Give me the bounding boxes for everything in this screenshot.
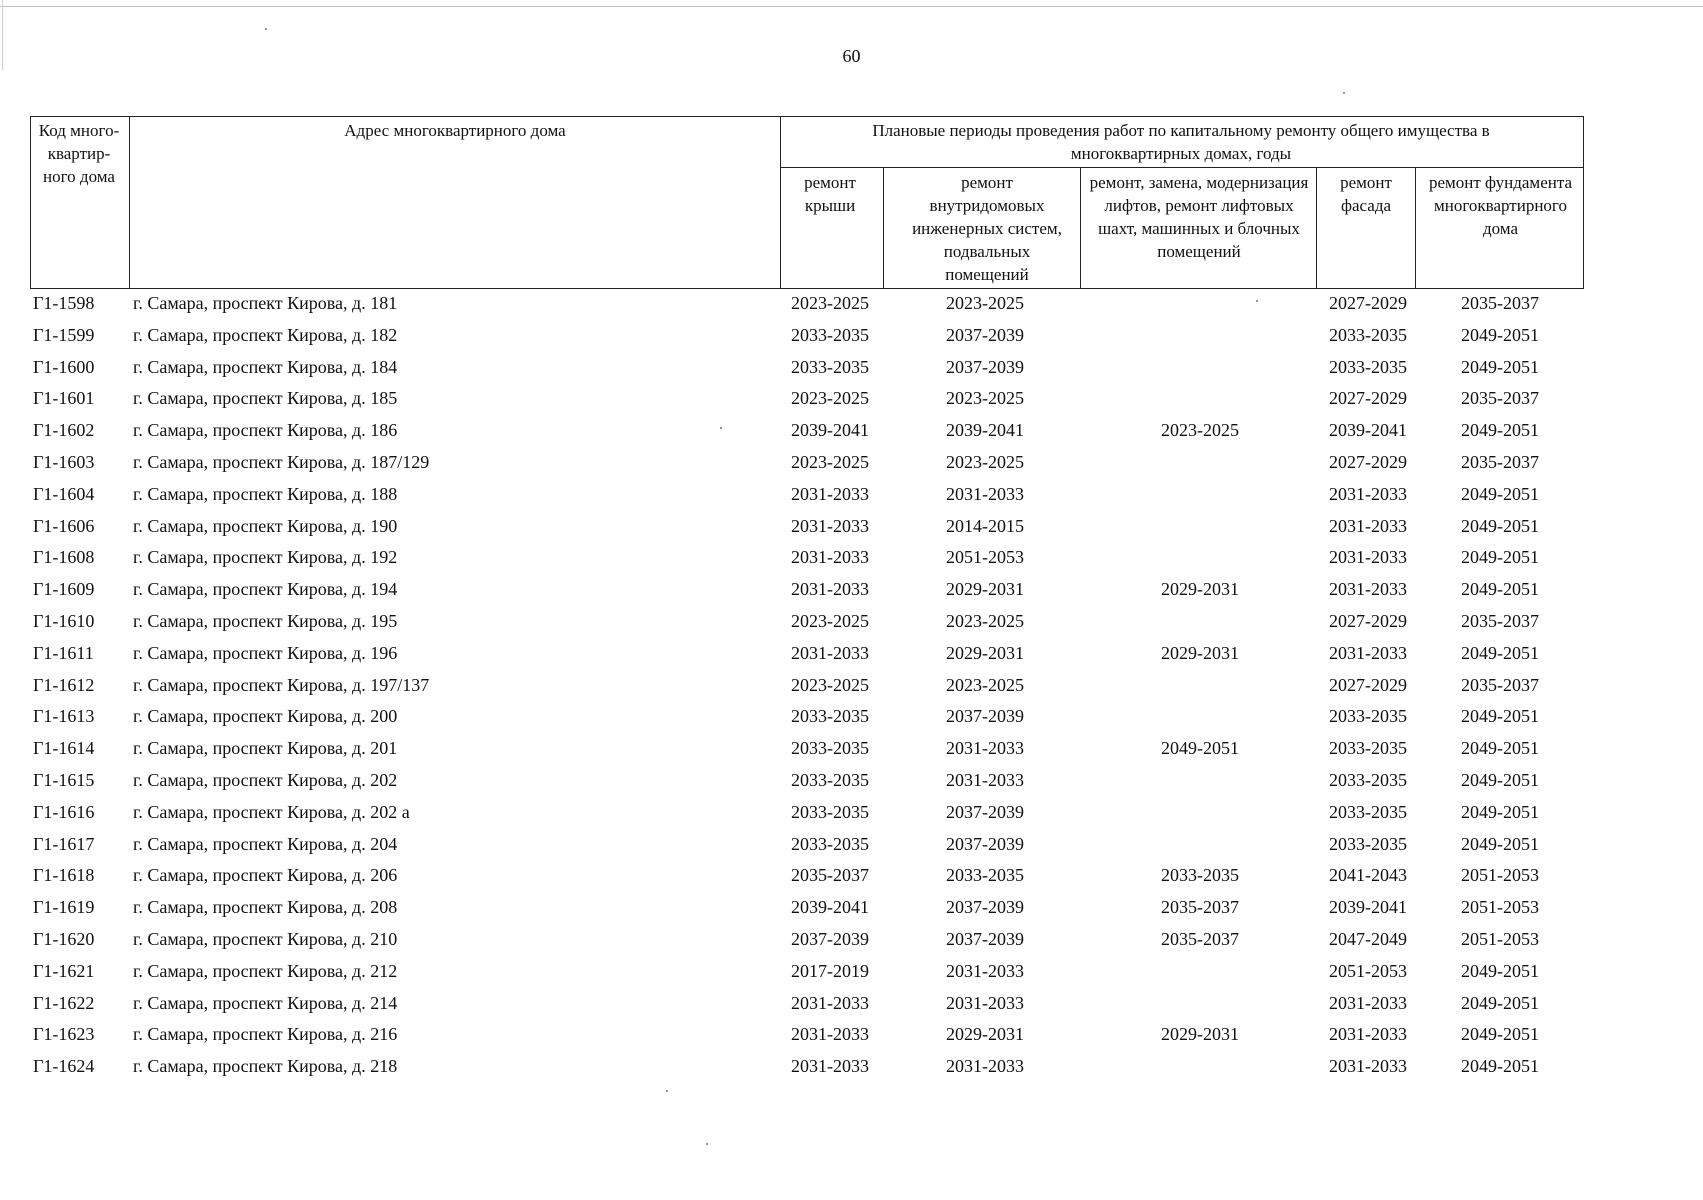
row-foundation-period: 2049-2051 [1461, 515, 1539, 536]
table-row [0, 607, 1703, 639]
row-foundation-period: 2035-2037 [1461, 293, 1539, 313]
row-facade-period: 2031-2033 [1329, 992, 1407, 1013]
table-row [0, 830, 1703, 862]
row-address: г. Самара, проспект Кирова, д. 186 [133, 420, 398, 441]
row-facade-period: 2027-2029 [1329, 674, 1407, 695]
row-foundation-period: 2049-2051 [1461, 738, 1539, 759]
row-address: г. Самара, проспект Кирова, д. 202 [133, 770, 398, 790]
row-roof-period: 2031-2033 [791, 547, 869, 568]
row-systems-period: 2014-2015 [946, 515, 1024, 536]
row-address: г. Самара, проспект Кирова, д. 196 [133, 642, 398, 663]
row-facade-period: 2031-2033 [1329, 515, 1407, 536]
row-code: Г1-1601 [33, 388, 95, 409]
row-lifts-period: 2049-2051 [1161, 738, 1239, 759]
scan-speck [720, 427, 722, 429]
row-roof-period: 2037-2039 [791, 929, 869, 949]
table-row [0, 575, 1703, 607]
header-divider [780, 117, 781, 288]
row-roof-period: 2031-2033 [791, 579, 869, 600]
table-row [0, 353, 1703, 385]
row-facade-period: 2031-2033 [1329, 579, 1407, 600]
row-systems-period: 2023-2025 [946, 388, 1024, 409]
row-address: г. Самара, проспект Кирова, д. 184 [133, 356, 398, 377]
row-systems-period: 2037-2039 [946, 356, 1024, 377]
row-facade-period: 2033-2035 [1329, 801, 1407, 822]
row-code: Г1-1603 [33, 452, 95, 472]
row-roof-period: 2033-2035 [791, 324, 869, 345]
row-facade-period: 2033-2035 [1329, 356, 1407, 377]
row-roof-period: 2039-2041 [791, 420, 869, 441]
row-facade-period: 2033-2035 [1329, 833, 1407, 854]
row-foundation-period: 2049-2051 [1461, 356, 1539, 377]
row-foundation-period: 2035-2037 [1461, 388, 1539, 409]
table-row [0, 480, 1703, 512]
row-foundation-period: 2049-2051 [1461, 547, 1539, 568]
row-foundation-period: 2049-2051 [1461, 420, 1539, 441]
row-code: Г1-1612 [33, 674, 95, 695]
table-row [0, 925, 1703, 957]
row-code: Г1-1622 [33, 992, 95, 1013]
row-code: Г1-1613 [33, 706, 95, 727]
row-lifts-period: 2035-2037 [1161, 897, 1239, 918]
row-roof-period: 2031-2033 [791, 992, 869, 1013]
row-systems-period: 2039-2041 [946, 420, 1024, 441]
table-row [0, 448, 1703, 480]
row-address: г. Самара, проспект Кирова, д. 197/137 [133, 674, 430, 695]
table-row [0, 766, 1703, 798]
row-code: Г1-1604 [33, 483, 95, 504]
row-roof-period: 2033-2035 [791, 801, 869, 822]
row-roof-period: 2031-2033 [791, 515, 869, 536]
row-systems-period: 2029-2031 [946, 579, 1024, 600]
row-code: Г1-1615 [33, 770, 95, 790]
header-foundation: ремонт фундамента многоквартирного дома [1428, 173, 1573, 238]
row-foundation-period: 2049-2051 [1461, 801, 1539, 822]
row-facade-period: 2027-2029 [1329, 611, 1407, 631]
row-systems-period: 2037-2039 [946, 706, 1024, 727]
row-systems-period: 2037-2039 [946, 897, 1024, 918]
row-address: г. Самара, проспект Кирова, д. 195 [133, 611, 398, 631]
row-facade-period: 2041-2043 [1329, 865, 1407, 886]
row-roof-period: 2023-2025 [791, 388, 869, 409]
row-code: Г1-1616 [33, 801, 95, 822]
row-facade-period: 2039-2041 [1329, 420, 1407, 441]
row-roof-period: 2023-2025 [791, 293, 869, 313]
row-address: г. Самара, проспект Кирова, д. 216 [133, 1024, 398, 1045]
row-code: Г1-1611 [33, 642, 94, 663]
header-address: Адрес многоквартирного дома [344, 121, 566, 140]
table-row [0, 861, 1703, 893]
row-systems-period: 2023-2025 [946, 452, 1024, 472]
page-number: 60 [842, 46, 861, 66]
row-systems-period: 2023-2025 [946, 293, 1024, 313]
row-systems-period: 2029-2031 [946, 642, 1024, 663]
row-facade-period: 2033-2035 [1329, 324, 1407, 345]
row-address: г. Самара, проспект Кирова, д. 201 [133, 738, 398, 759]
row-facade-period: 2031-2033 [1329, 1024, 1407, 1045]
header-divider [129, 117, 130, 288]
row-address: г. Самара, проспект Кирова, д. 194 [133, 579, 398, 600]
row-code: Г1-1620 [33, 929, 95, 949]
row-address: г. Самара, проспект Кирова, д. 200 [133, 706, 398, 727]
row-code: Г1-1599 [33, 324, 95, 345]
header-facade: ремонт фасада [1340, 173, 1392, 215]
header-periods-group: Плановые периоды проведения работ по капитальному ремонту общего имущества в многоквартирных домах, годы [872, 121, 1490, 163]
row-address: г. Самара, проспект Кирова, д. 212 [133, 960, 398, 981]
row-address: г. Самара, проспект Кирова, д. 204 [133, 833, 398, 854]
row-address: г. Самара, проспект Кирова, д. 214 [133, 992, 398, 1013]
row-systems-period: 2023-2025 [946, 674, 1024, 695]
row-foundation-period: 2051-2053 [1461, 929, 1539, 949]
row-code: Г1-1624 [33, 1056, 95, 1077]
header-group-divider [780, 167, 1583, 168]
table-row [0, 639, 1703, 671]
row-code: Г1-1621 [33, 960, 95, 981]
row-foundation-period: 2049-2051 [1461, 770, 1539, 790]
scan-speck [265, 28, 267, 30]
row-foundation-period: 2049-2051 [1461, 833, 1539, 854]
row-facade-period: 2031-2033 [1329, 642, 1407, 663]
row-roof-period: 2033-2035 [791, 706, 869, 727]
row-facade-period: 2031-2033 [1329, 483, 1407, 504]
row-address: г. Самара, проспект Кирова, д. 206 [133, 865, 398, 886]
table-row [0, 1020, 1703, 1052]
table-row [0, 289, 1703, 321]
row-roof-period: 2033-2035 [791, 356, 869, 377]
table-row [0, 416, 1703, 448]
row-facade-period: 2033-2035 [1329, 738, 1407, 759]
row-facade-period: 2047-2049 [1329, 929, 1407, 949]
table-row [0, 798, 1703, 830]
row-foundation-period: 2049-2051 [1461, 642, 1539, 663]
row-foundation-period: 2051-2053 [1461, 865, 1539, 886]
row-lifts-period: 2029-2031 [1161, 642, 1239, 663]
row-foundation-period: 2035-2037 [1461, 611, 1539, 631]
row-systems-period: 2033-2035 [946, 865, 1024, 886]
row-address: г. Самара, проспект Кирова, д. 188 [133, 483, 398, 504]
table-row [0, 702, 1703, 734]
table-row [0, 989, 1703, 1021]
row-foundation-period: 2049-2051 [1461, 1024, 1539, 1045]
row-roof-period: 2035-2037 [791, 865, 869, 886]
row-code: Г1-1619 [33, 897, 95, 918]
row-roof-period: 2033-2035 [791, 770, 869, 790]
row-code: Г1-1609 [33, 579, 95, 600]
row-foundation-period: 2049-2051 [1461, 1056, 1539, 1077]
table-row [0, 384, 1703, 416]
page-edge-top [0, 6, 1703, 7]
row-lifts-period: 2023-2025 [1161, 420, 1239, 441]
row-systems-period: 2029-2031 [946, 1024, 1024, 1045]
scan-speck [706, 1143, 708, 1145]
row-systems-period: 2031-2033 [946, 770, 1024, 790]
row-address: г. Самара, проспект Кирова, д. 182 [133, 324, 398, 345]
table-row [0, 671, 1703, 703]
row-facade-period: 2027-2029 [1329, 452, 1407, 472]
row-roof-period: 2033-2035 [791, 833, 869, 854]
row-roof-period: 2031-2033 [791, 642, 869, 663]
row-address: г. Самара, проспект Кирова, д. 210 [133, 929, 398, 949]
header-systems: ремонт внутридомовых инженерных систем, подвальных помещений [912, 173, 1062, 284]
table-header [30, 116, 1584, 289]
row-code: Г1-1602 [33, 420, 95, 441]
scan-speck [1256, 300, 1258, 302]
row-systems-period: 2037-2039 [946, 929, 1024, 949]
table-row [0, 321, 1703, 353]
row-systems-period: 2037-2039 [946, 801, 1024, 822]
row-code: Г1-1618 [33, 865, 95, 886]
table-row [0, 543, 1703, 575]
row-facade-period: 2027-2029 [1329, 293, 1407, 313]
row-systems-period: 2031-2033 [946, 960, 1024, 981]
header-roof: ремонт крыши [804, 173, 856, 215]
row-address: г. Самара, проспект Кирова, д. 202 а [133, 801, 410, 822]
row-facade-period: 2033-2035 [1329, 706, 1407, 727]
row-roof-period: 2023-2025 [791, 674, 869, 695]
row-roof-period: 2031-2033 [791, 483, 869, 504]
row-foundation-period: 2049-2051 [1461, 960, 1539, 981]
row-code: Г1-1623 [33, 1024, 95, 1045]
table-row [0, 893, 1703, 925]
row-foundation-period: 2049-2051 [1461, 706, 1539, 727]
header-divider [1316, 167, 1317, 288]
row-facade-period: 2039-2041 [1329, 897, 1407, 918]
row-roof-period: 2031-2033 [791, 1056, 869, 1077]
header-divider [883, 167, 884, 288]
row-facade-period: 2033-2035 [1329, 770, 1407, 790]
table-row [0, 734, 1703, 766]
row-code: Г1-1614 [33, 738, 95, 759]
row-foundation-period: 2049-2051 [1461, 483, 1539, 504]
row-facade-period: 2031-2033 [1329, 547, 1407, 568]
row-systems-period: 2037-2039 [946, 324, 1024, 345]
row-facade-period: 2051-2053 [1329, 960, 1407, 981]
row-address: г. Самара, проспект Кирова, д. 181 [133, 293, 398, 313]
row-foundation-period: 2035-2037 [1461, 674, 1539, 695]
row-lifts-period: 2029-2031 [1161, 579, 1239, 600]
row-roof-period: 2033-2035 [791, 738, 869, 759]
row-code: Г1-1617 [33, 833, 95, 854]
row-roof-period: 2039-2041 [791, 897, 869, 918]
header-lifts: ремонт, замена, модернизация лифтов, ремонт лифтовых шахт, машинных и блочных помещений [1089, 173, 1309, 261]
table-row [0, 1052, 1703, 1084]
row-code: Г1-1598 [33, 293, 95, 313]
row-facade-period: 2027-2029 [1329, 388, 1407, 409]
row-code: Г1-1608 [33, 547, 95, 568]
row-foundation-period: 2035-2037 [1461, 452, 1539, 472]
row-roof-period: 2017-2019 [791, 960, 869, 981]
row-foundation-period: 2049-2051 [1461, 324, 1539, 345]
row-systems-period: 2023-2025 [946, 611, 1024, 631]
row-lifts-period: 2035-2037 [1161, 929, 1239, 949]
row-foundation-period: 2049-2051 [1461, 992, 1539, 1013]
row-systems-period: 2037-2039 [946, 833, 1024, 854]
row-foundation-period: 2049-2051 [1461, 579, 1539, 600]
row-systems-period: 2031-2033 [946, 483, 1024, 504]
row-facade-period: 2031-2033 [1329, 1056, 1407, 1077]
row-roof-period: 2031-2033 [791, 1024, 869, 1045]
row-code: Г1-1606 [33, 515, 95, 536]
row-code: Г1-1600 [33, 356, 95, 377]
row-address: г. Самара, проспект Кирова, д. 192 [133, 547, 398, 568]
row-address: г. Самара, проспект Кирова, д. 185 [133, 388, 398, 409]
table-row [0, 957, 1703, 989]
row-address: г. Самара, проспект Кирова, д. 190 [133, 515, 398, 536]
row-foundation-period: 2051-2053 [1461, 897, 1539, 918]
row-address: г. Самара, проспект Кирова, д. 208 [133, 897, 398, 918]
scan-speck [1343, 92, 1345, 94]
row-lifts-period: 2029-2031 [1161, 1024, 1239, 1045]
row-code: Г1-1610 [33, 611, 95, 631]
row-address: г. Самара, проспект Кирова, д. 187/129 [133, 452, 430, 472]
row-systems-period: 2051-2053 [946, 547, 1024, 568]
row-address: г. Самара, проспект Кирова, д. 218 [133, 1056, 398, 1077]
row-systems-period: 2031-2033 [946, 1056, 1024, 1077]
row-systems-period: 2031-2033 [946, 738, 1024, 759]
row-roof-period: 2023-2025 [791, 611, 869, 631]
row-roof-period: 2023-2025 [791, 452, 869, 472]
scan-speck [666, 1090, 668, 1092]
header-divider [1080, 167, 1081, 288]
row-systems-period: 2031-2033 [946, 992, 1024, 1013]
row-lifts-period: 2033-2035 [1161, 865, 1239, 886]
header-code: Код много-квартир-ного дома [38, 121, 120, 186]
table-row [0, 512, 1703, 544]
